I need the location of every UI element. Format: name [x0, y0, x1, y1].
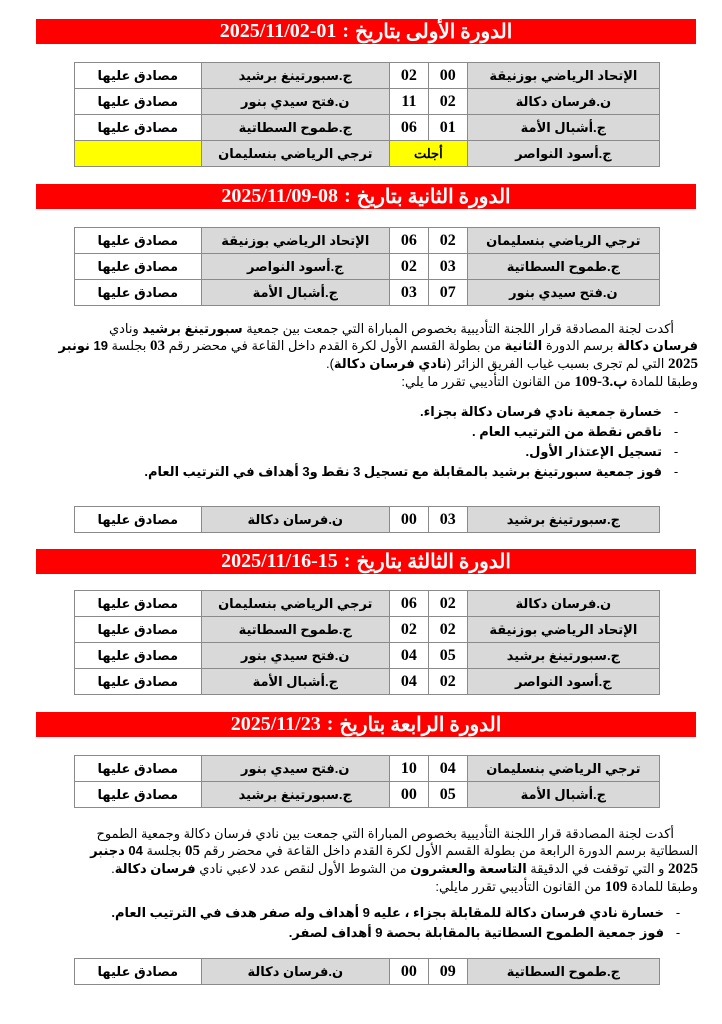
home-team: ج.أشبال الأمة [467, 782, 659, 808]
home-score: 09 [428, 959, 467, 985]
decision-item: -فوز جمعية سبورتينغ برشيد بالمقابلة مع تسجيل 3 نقط و3 أهداف في الترتيب العام. [144, 464, 679, 479]
status-cell: مصادق عليها [75, 959, 202, 985]
away-team: ج.سبورتينغ برشيد [201, 63, 389, 89]
home-score: 02 [428, 617, 467, 643]
away-score: 10 [389, 756, 428, 782]
table-row [75, 63, 660, 89]
away-team: ن.فرسان دكالة [201, 507, 389, 533]
round-2-banner: الدورة الثانية بتاريخ : 2025/11/09-08 [36, 184, 696, 209]
home-score: 02 [428, 669, 467, 695]
table-row [75, 254, 660, 280]
round-1-banner: الدورة الأولى بتاريخ : 2025/11/02-01 [36, 19, 696, 44]
note-line: وطبقا للمادة ب.3-109 من القانون التأديبي تقرر ما يلي: [401, 374, 698, 390]
away-team: ن.فتح سيدي بنور [201, 756, 389, 782]
home-score: 01 [428, 115, 467, 141]
home-team: ج.طموح السطاتية [467, 254, 659, 280]
home-score: 02 [428, 591, 467, 617]
away-team: ن.فتح سيدي بنور [201, 89, 389, 115]
round-date: 2025/11/23 [230, 713, 321, 735]
status-cell: مصادق عليها [75, 782, 202, 808]
round-2-decision-result-table [74, 506, 660, 533]
table-row [75, 280, 660, 306]
away-team: ج.أشبال الأمة [201, 669, 389, 695]
away-score: 03 [389, 280, 428, 306]
home-score: 03 [428, 254, 467, 280]
away-score: 04 [389, 669, 428, 695]
home-score: 04 [428, 756, 467, 782]
table-row [75, 643, 660, 669]
note-line: السطاتية برسم الدورة الرابعة من بطولة القسم الأول لكرة القدم داخل القاعة في محضر رقم 05 بجلسة 04 دجنبر [90, 843, 698, 859]
table-row [75, 591, 660, 617]
home-team: ج.أشبال الأمة [467, 115, 659, 141]
home-team: الإتحاد الرياضي بوزنيقة [467, 617, 659, 643]
table-row [75, 782, 660, 808]
round-2-results-table [74, 227, 660, 306]
home-score: 07 [428, 280, 467, 306]
away-team: الإتحاد الرياضي بوزنيقة [201, 228, 389, 254]
home-score: 03 [428, 507, 467, 533]
home-team: ج.سبورتينغ برشيد [467, 507, 659, 533]
round-4-decision-result-table [74, 958, 660, 985]
away-score: 06 [389, 228, 428, 254]
away-team: ترجي الرياضي بنسليمان [201, 141, 389, 167]
round-4-decisions-list [111, 903, 692, 943]
status-cell: مصادق عليها [75, 280, 202, 306]
home-score: 02 [428, 89, 467, 115]
status-cell: مصادق عليها [75, 617, 202, 643]
decision-item: -فوز جمعية الطموح السطاتية بالمقابلة بحصة 9 أهداف لصفر. [288, 925, 681, 940]
home-score: 00 [428, 63, 467, 89]
round-4-disciplinary-note [18, 825, 698, 896]
status-cell: مصادق عليها [75, 591, 202, 617]
home-team: ترجي الرياضي بنسليمان [467, 228, 659, 254]
table-row [75, 669, 660, 695]
away-score: 02 [389, 63, 428, 89]
home-team: الإتحاد الرياضي بوزنيقة [467, 63, 659, 89]
table-row [75, 507, 660, 533]
home-score: 05 [428, 782, 467, 808]
status-cell: مصادق عليها [75, 89, 202, 115]
note-line: فرسان دكالة برسم الدورة الثانية من بطولة القسم الأول لكرة القدم داخل القاعة في محضر رقم 03 بجلسة 19 نونبر [58, 338, 698, 354]
home-score: 05 [428, 643, 467, 669]
round-date: 2025/11/16-15 [221, 550, 338, 572]
round-title: الدورة الأولى بتاريخ [355, 21, 513, 43]
home-team: ج.أسود النواصر [467, 669, 659, 695]
status-cell: مصادق عليها [75, 669, 202, 695]
home-team: ج.سبورتينغ برشيد [467, 643, 659, 669]
round-date: 2025/11/09-08 [221, 185, 339, 207]
table-row [75, 228, 660, 254]
round-3-results-table [74, 590, 660, 695]
away-team: ج.أسود النواصر [201, 254, 389, 280]
away-team: ج.أشبال الأمة [201, 280, 389, 306]
round-4-banner: الدورة الرابعة بتاريخ : 2025/11/23 [36, 712, 696, 737]
status-cell: مصادق عليها [75, 115, 202, 141]
round-title: الدورة الثانية بتاريخ [356, 186, 511, 208]
home-team: ترجي الرياضي بنسليمان [467, 756, 659, 782]
decision-item: -خسارة جمعية نادي فرسان دكالة بجزاء. [420, 404, 679, 419]
round-4-results-table [74, 755, 660, 808]
table-row [75, 617, 660, 643]
away-team: ترجي الرياضي بنسليمان [201, 591, 389, 617]
away-score: 04 [389, 643, 428, 669]
status-cell: مصادق عليها [75, 507, 202, 533]
round-1-results-table [74, 62, 660, 167]
away-score: 06 [389, 115, 428, 141]
round-2-disciplinary-note [18, 320, 698, 391]
status-cell: مصادق عليها [75, 63, 202, 89]
note-line: أكدت لجنة المصادقة قرار اللجنة التأديبية بخصوص المباراة التي جمعت بين جمعية سبورتينغ برشيد ونادي [108, 321, 674, 336]
status-cell: مصادق عليها [75, 228, 202, 254]
home-team: ج.أسود النواصر [467, 141, 659, 167]
status-cell: مصادق عليها [75, 756, 202, 782]
round-title: الدورة الثالثة بتاريخ [356, 551, 511, 573]
away-score: 02 [389, 254, 428, 280]
home-team: ن.فتح سيدي بنور [467, 280, 659, 306]
table-row [75, 959, 660, 985]
round-3-banner: الدورة الثالثة بتاريخ : 2025/11/16-15 [36, 549, 696, 574]
note-line: وطبقا للمادة 109 من القانون التأديبي تقرر مايلي: [435, 879, 698, 895]
away-score: 02 [389, 617, 428, 643]
round-title: الدورة الرابعة بتاريخ [339, 714, 502, 736]
away-score: 00 [389, 959, 428, 985]
decision-item: -تسجيل الإعتذار الأول. [525, 444, 679, 459]
note-line: 2025 و التي توقفت في الدقيقة التاسعة والعشرون من الشوط الأول لنقص عدد لاعبي نادي فرسان دكالة. [111, 861, 698, 877]
status-cell: مصادق عليها [75, 254, 202, 280]
away-team: ن.فتح سيدي بنور [201, 643, 389, 669]
round-2-decisions-list [144, 402, 690, 482]
away-score: 11 [389, 89, 428, 115]
away-team: ج.سبورتينغ برشيد [201, 782, 389, 808]
home-score: 02 [428, 228, 467, 254]
note-line: أكدت لجنة المصادقة قرار اللجنة التأديبية بخصوص المباراة التي جمعت بين نادي فرسان دكالة وجمعية الطموح [96, 826, 674, 841]
status-cell [75, 141, 202, 167]
away-team: ج.طموح السطاتية [201, 617, 389, 643]
home-team: ن.فرسان دكالة [467, 591, 659, 617]
home-team: ج.طموح السطاتية [467, 959, 659, 985]
away-score: 00 [389, 507, 428, 533]
home-team: ن.فرسان دكالة [467, 89, 659, 115]
round-date: 2025/11/02-01 [219, 20, 337, 42]
table-row [75, 115, 660, 141]
table-row [75, 89, 660, 115]
decision-item: -خسارة نادي فرسان دكالة للمقابلة بجزاء ، عليه 9 أهداف وله صفر هدف في الترتيب العام. [111, 905, 681, 920]
away-score: 06 [389, 591, 428, 617]
away-team: ن.فرسان دكالة [201, 959, 389, 985]
away-team: ج.طموح السطاتية [201, 115, 389, 141]
postponed-badge: أجلت [389, 141, 467, 167]
away-score: 00 [389, 782, 428, 808]
table-row [75, 141, 660, 167]
table-row [75, 756, 660, 782]
status-cell: مصادق عليها [75, 643, 202, 669]
decision-item: -ناقص نقطة من الترتيب العام . [472, 424, 679, 439]
note-line: 2025 التي لم تجرى بسبب غياب الفريق الزائر (نادي فرسان دكالة). [325, 356, 698, 372]
